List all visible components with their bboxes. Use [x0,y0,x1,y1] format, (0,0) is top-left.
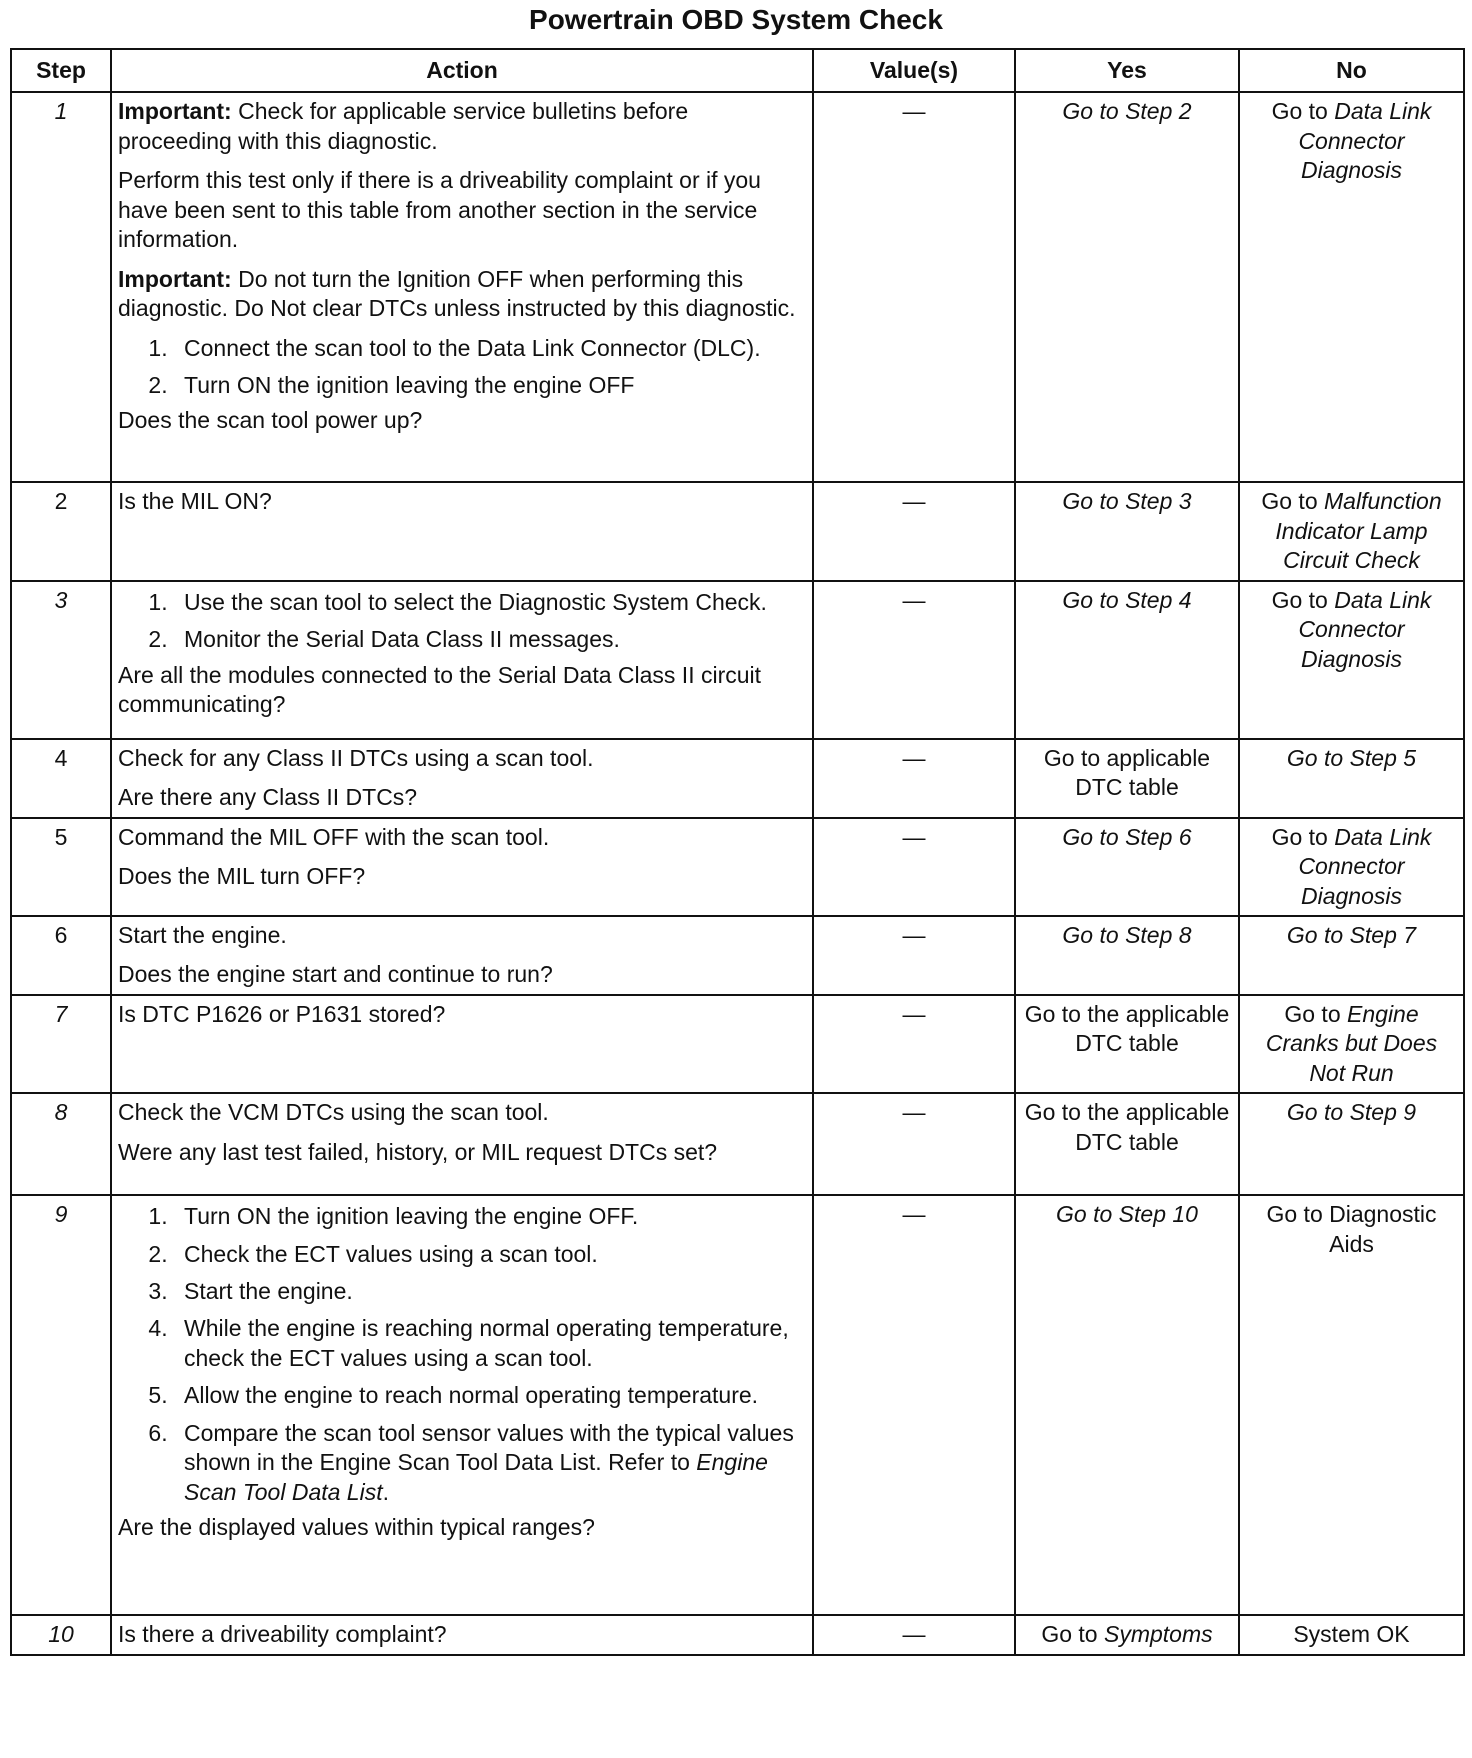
value-cell: — [813,818,1015,916]
table-row [11,916,1464,995]
value-cell: — [813,92,1015,482]
table-row [11,482,1464,580]
no-cell: Go to Malfunction Indicator Lamp Circuit Check [1239,482,1464,580]
yes-cell: Go to Symptoms [1015,1615,1239,1655]
no-cell: System OK [1239,1615,1464,1655]
list-item: 1. Use the scan tool to select the Diagnostic System Check. [174,588,806,617]
action-paragraph: Check for any Class II DTCs using a scan tool. [118,744,594,771]
list-item: 4. While the engine is reaching normal operating temperature, check the ECT values using a scan tool. [174,1314,806,1373]
table-row [11,818,1464,916]
action-steps-list [118,334,806,401]
action-question: Were any last test failed, history, or MIL request DTCs set? [118,1138,718,1165]
step-number: 9 [11,1195,111,1615]
step-number: 8 [11,1093,111,1195]
action-question: Are there any Class II DTCs? [118,784,418,811]
action-paragraph: Start the engine. [118,921,287,948]
yes-cell: Go to Step 4 [1015,581,1239,739]
action-question: Is the MIL ON? [118,488,272,515]
header-yes: Yes [1015,49,1239,92]
value-cell: — [813,916,1015,995]
page-title: Powertrain OBD System Check [529,4,943,35]
list-item: 3. Start the engine. [174,1277,806,1306]
action-question: Is there a driveability complaint? [118,1621,447,1648]
header-values: Value(s) [813,49,1015,92]
yes-cell: Go to Step 10 [1015,1195,1239,1615]
step-number: 5 [11,818,111,916]
list-item: 2. Check the ECT values using a scan tool. [174,1240,806,1269]
no-cell: Go to Data Link Connector Diagnosis [1239,581,1464,739]
table-row [11,739,1464,818]
table-row [11,92,1464,482]
list-item: 6. Compare the scan tool sensor values with the typical values shown in the Engine Scan Tool Data List. Refer to Engine Scan Tool Data List. [174,1419,806,1507]
no-cell: Go to Step 9 [1239,1093,1464,1195]
list-item: 2. Monitor the Serial Data Class II messages. [174,625,806,654]
action-question: Is DTC P1626 or P1631 stored? [118,1000,446,1027]
yes-cell: Go to applicable DTC table [1015,739,1239,818]
step-number: 10 [11,1615,111,1655]
no-cell: Go to Data Link Connector Diagnosis [1239,818,1464,916]
step-number: 7 [11,995,111,1093]
yes-cell: Go to the applicable DTC table [1015,995,1239,1093]
value-cell: — [813,581,1015,739]
action-paragraph: Command the MIL OFF with the scan tool. [118,823,550,850]
action-question: Does the engine start and continue to run? [118,961,553,988]
action-steps-list [118,1202,806,1507]
action-cell [111,995,813,1093]
list-item: 1. Connect the scan tool to the Data Link Connector (DLC). [174,334,806,363]
no-cell: Go to Step 7 [1239,916,1464,995]
step-number: 2 [11,482,111,580]
no-cell: Go to Step 5 [1239,739,1464,818]
table-row [11,995,1464,1093]
table-row [11,1195,1464,1615]
no-cell: Go to Data Link Connector Diagnosis [1239,92,1464,482]
action-cell [111,482,813,580]
action-cell [111,916,813,995]
obd-check-table [10,48,1465,1656]
header-step: Step [11,49,111,92]
list-item: 2. Turn ON the ignition leaving the engine OFF [174,371,806,400]
value-cell: — [813,1195,1015,1615]
action-question: Are all the modules connected to the Serial Data Class II circuit communicating? [118,661,762,718]
table-row [11,1615,1464,1655]
important-note: Important: Do not turn the Ignition OFF when performing this diagnostic. Do Not clear DTCs unless instructed by this diagnostic. [118,265,796,322]
step-number: 3 [11,581,111,739]
step-number: 6 [11,916,111,995]
yes-cell: Go to Step 6 [1015,818,1239,916]
header-no: No [1239,49,1464,92]
action-steps-list [118,588,806,655]
table-row [11,581,1464,739]
action-cell [111,1615,813,1655]
action-paragraph: Perform this test only if there is a driveability complaint or if you have been sent to this table from another section in the service information. [118,167,761,253]
action-cell [111,739,813,818]
no-cell: Go to Engine Cranks but Does Not Run [1239,995,1464,1093]
no-cell: Go to Diagnostic Aids [1239,1195,1464,1615]
important-note: Important: Check for applicable service bulletins before proceeding with this diagnostic. [118,98,689,154]
action-question: Are the displayed values within typical ranges? [118,1514,595,1541]
value-cell: — [813,739,1015,818]
header-row [11,49,1464,92]
yes-cell: Go to the applicable DTC table [1015,1093,1239,1195]
action-paragraph: Check the VCM DTCs using the scan tool. [118,1099,549,1126]
yes-cell: Go to Step 3 [1015,482,1239,580]
table-row [11,1093,1464,1195]
header-action: Action [111,49,813,92]
action-cell [111,581,813,739]
action-cell [111,1093,813,1195]
yes-cell: Go to Step 8 [1015,916,1239,995]
value-cell: — [813,482,1015,580]
action-cell [111,92,813,482]
value-cell: — [813,995,1015,1093]
value-cell: — [813,1615,1015,1655]
step-number: 4 [11,739,111,818]
list-item: 5. Allow the engine to reach normal operating temperature. [174,1381,806,1410]
step-number: 1 [11,92,111,482]
action-cell [111,1195,813,1615]
value-cell: — [813,1093,1015,1195]
list-item: 1. Turn ON the ignition leaving the engine OFF. [174,1202,806,1231]
action-question: Does the MIL turn OFF? [118,863,366,890]
action-question: Does the scan tool power up? [118,407,423,434]
action-cell [111,818,813,916]
yes-cell: Go to Step 2 [1015,92,1239,482]
